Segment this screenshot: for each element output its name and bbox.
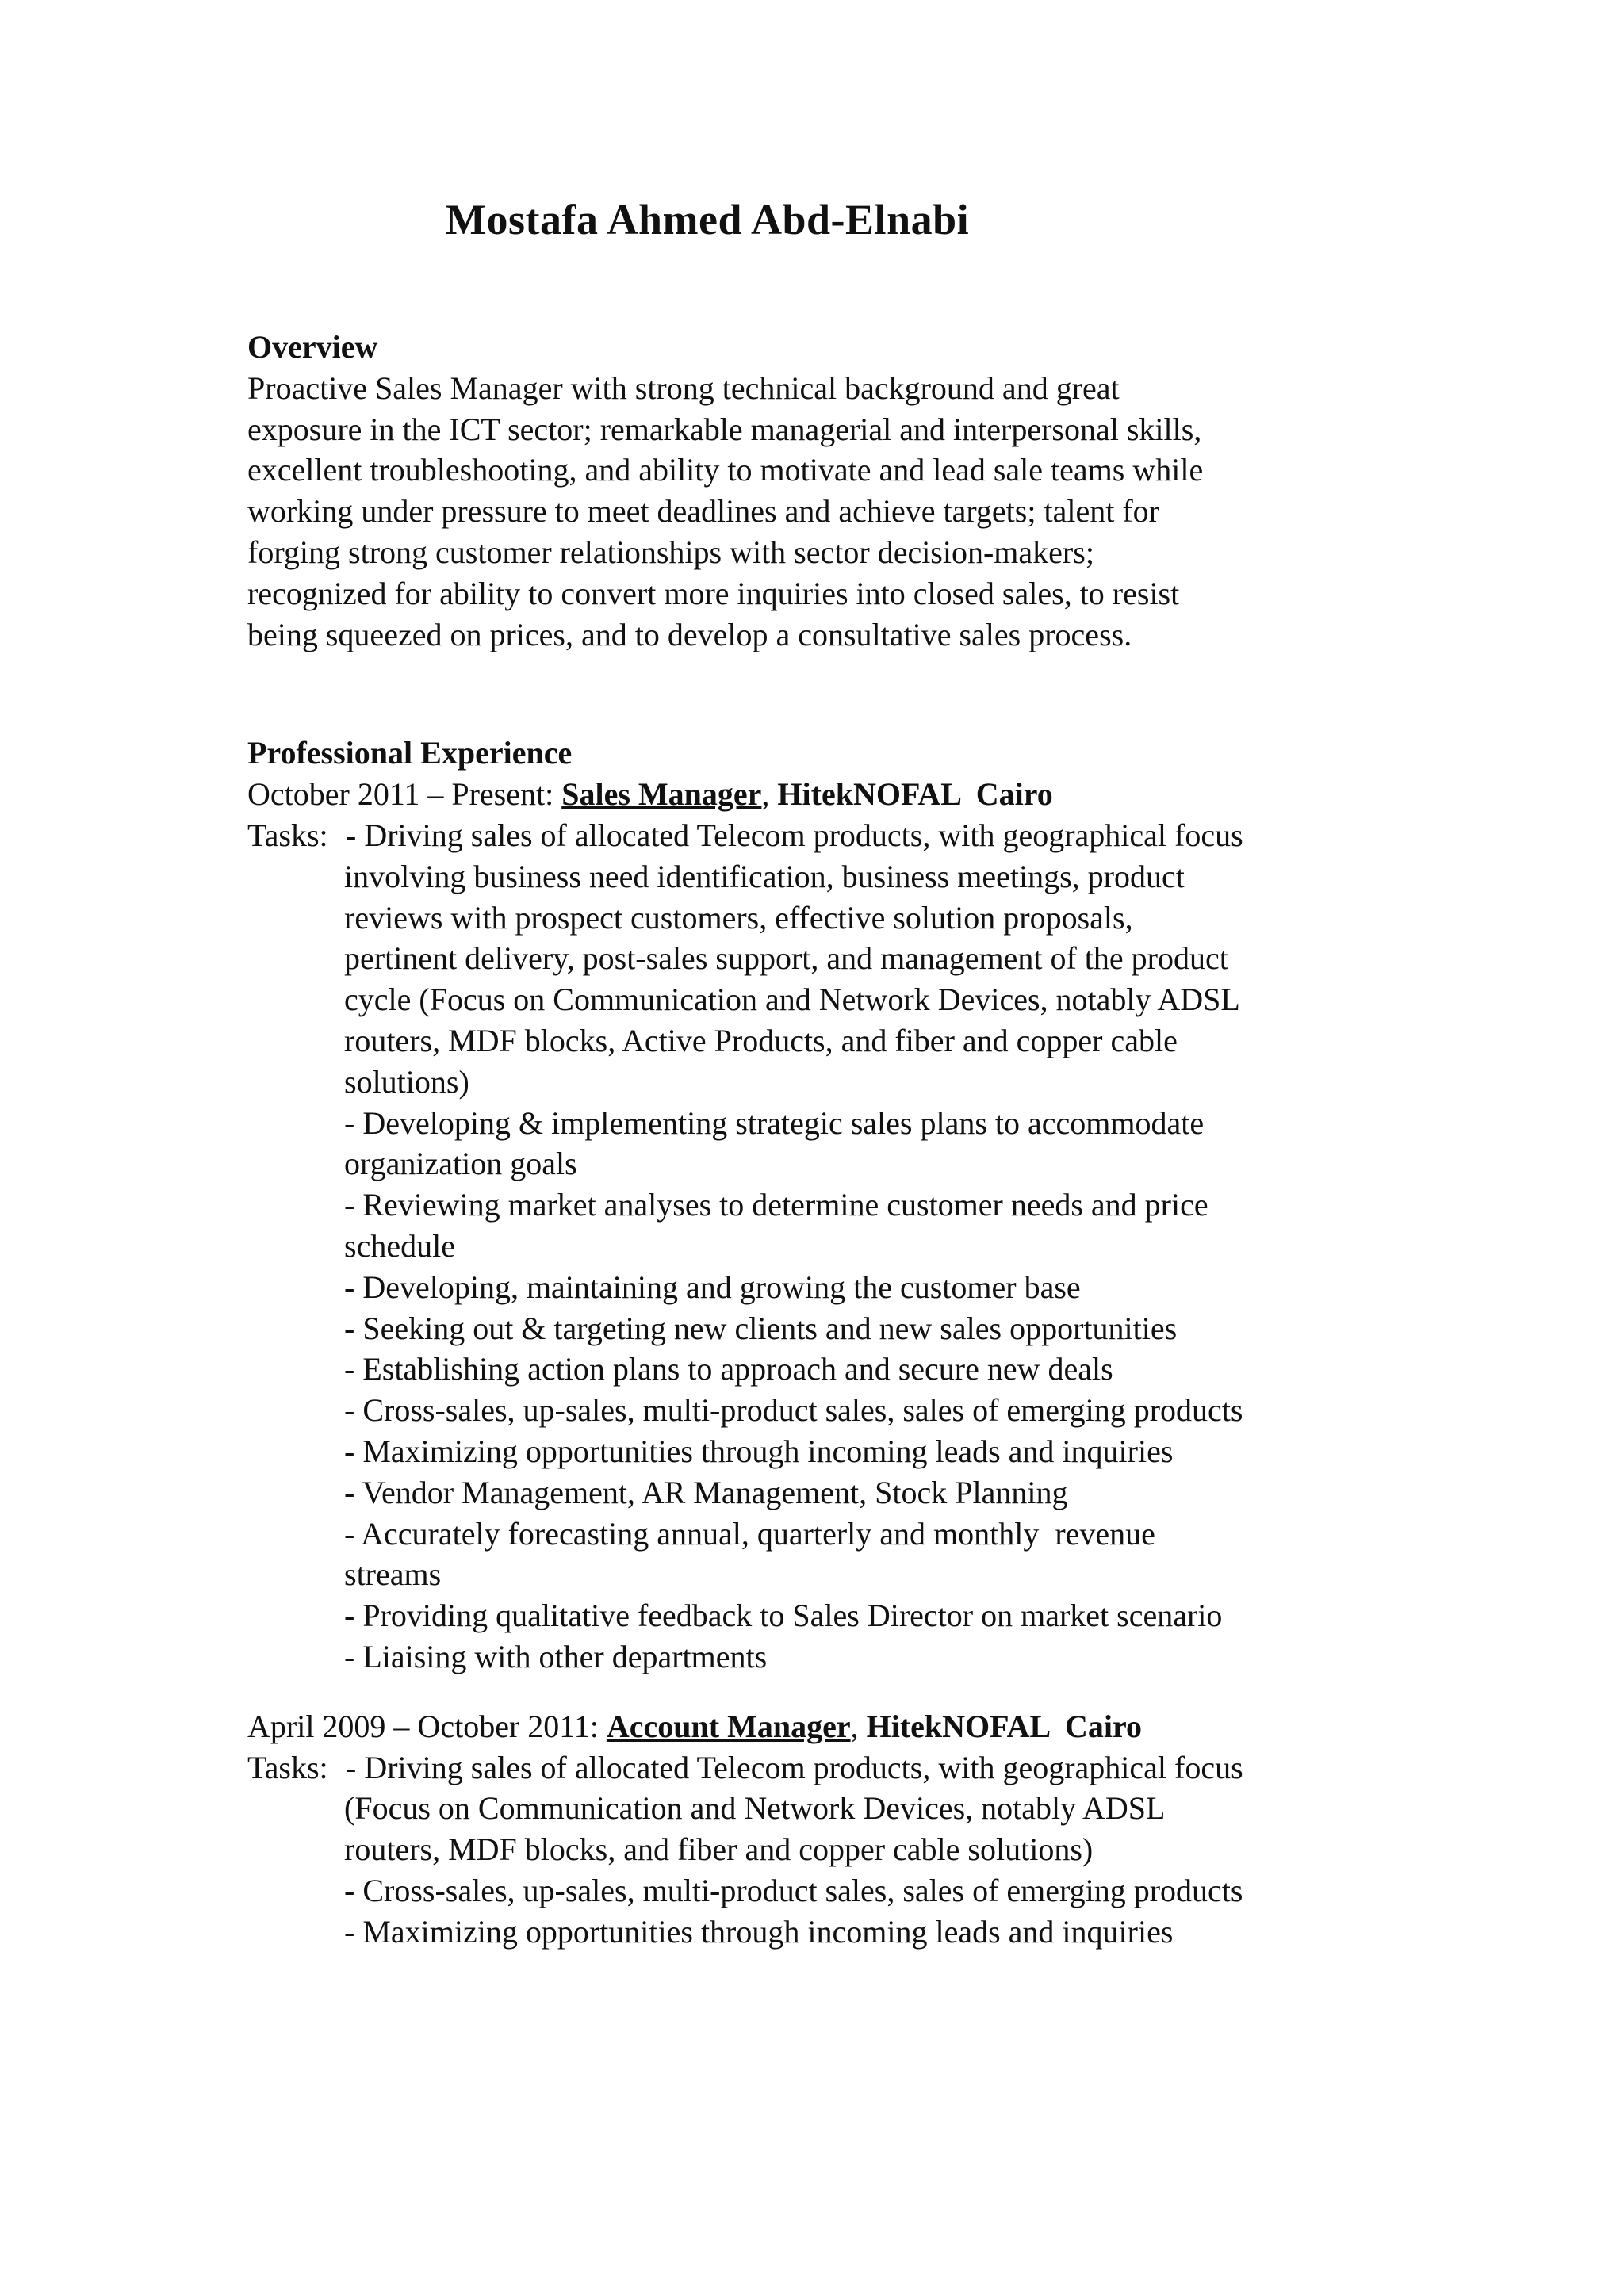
task-line: streams (344, 1556, 442, 1593)
job-company: HitekNOFAL Cairo (866, 1708, 1143, 1744)
task-item (346, 1472, 1437, 1513)
task-line: - Liaising with other departments (344, 1638, 768, 1674)
overview-line: working under pressure to meet deadlines and achieve targets; talent for (247, 493, 1159, 530)
task-line: - Reviewing market analyses to determine customer needs and price (344, 1187, 1208, 1223)
overview-line: recognized for ability to convert more inquiries into closed sales, to resist (247, 575, 1180, 611)
candidate-name: Mostafa Ahmed Abd-Elnabi (446, 196, 970, 243)
job-entry (247, 774, 1437, 1678)
task-line: - Driving sales of allocated Telecom products, with geographical focus (346, 817, 1243, 853)
task-item (346, 1636, 1437, 1678)
task-line: (Focus on Communication and Network Devices, notably ADSL (344, 1790, 1166, 1827)
task-item (346, 1349, 1437, 1390)
task-line: - Cross-sales, up-sales, multi-product sales, sales of emerging products (344, 1872, 1243, 1908)
task-line: - Developing & implementing strategic sales plans to accommodate (344, 1104, 1205, 1141)
tasks-label: Tasks: (247, 817, 328, 853)
task-item (346, 1103, 1437, 1185)
experience-section (247, 733, 1437, 1952)
task-line: reviews with prospect customers, effective solution proposals, (344, 899, 1133, 936)
task-line: - Developing, maintaining and growing the customer base (344, 1269, 1081, 1305)
job-separator: , (850, 1708, 867, 1744)
task-line: schedule (344, 1227, 455, 1264)
task-line: - Driving sales of allocated Telecom products, with geographical focus (346, 1749, 1243, 1785)
task-item (346, 1513, 1437, 1596)
tasks-list (346, 1747, 1437, 1953)
experience-heading: Professional Experience (247, 735, 573, 771)
overview-line: forging strong customer relationships with sector decision-makers; (247, 534, 1094, 570)
task-line: - Maximizing opportunities through incoming leads and inquiries (344, 1913, 1174, 1950)
job-company: HitekNOFAL Cairo (777, 776, 1053, 813)
job-tasks (247, 1747, 1437, 1953)
overview-line: Proactive Sales Manager with strong technical background and great (247, 369, 1120, 406)
task-line: - Establishing action plans to approach and secure new deals (344, 1351, 1113, 1387)
overview-line: excellent troubleshooting, and ability to motivate and lead sale teams while (247, 452, 1204, 488)
job-entry (247, 1706, 1437, 1953)
job-header (247, 774, 1437, 815)
task-line: solutions) (344, 1063, 469, 1100)
task-item (346, 1390, 1437, 1431)
task-item (346, 1267, 1437, 1308)
task-line: - Seeking out & targeting new clients and new sales opportunities (344, 1310, 1178, 1346)
overview-line: exposure in the ICT sector; remarkable managerial and interpersonal skills, (247, 411, 1202, 447)
task-item (346, 1747, 1437, 1870)
job-title: Account Manager (606, 1708, 851, 1744)
task-line: organization goals (344, 1146, 577, 1182)
task-item (346, 1431, 1437, 1472)
overview-line: being squeezed on prices, and to develop a consultative sales process. (247, 616, 1132, 652)
task-line: involving business need identification, business meetings, product (344, 858, 1185, 894)
job-period: October 2011 – Present: (247, 776, 562, 813)
jobs-list (247, 774, 1437, 1952)
task-item (346, 1308, 1437, 1349)
task-line: - Maximizing opportunities through incoming leads and inquiries (344, 1433, 1174, 1469)
job-header (247, 1706, 1437, 1747)
task-line: routers, MDF blocks, Active Products, and fiber and copper cable (344, 1022, 1178, 1058)
job-title: Sales Manager (561, 776, 762, 813)
task-line: routers, MDF blocks, and fiber and copper cable solutions) (344, 1831, 1094, 1868)
task-line: - Accurately forecasting annual, quarterly and monthly revenue (344, 1515, 1155, 1552)
tasks-list (346, 815, 1437, 1678)
task-line: - Cross-sales, up-sales, multi-product sales, sales of emerging products (344, 1392, 1243, 1429)
job-separator: , (761, 776, 778, 813)
job-period: April 2009 – October 2011: (247, 1708, 607, 1744)
overview-text (247, 368, 1437, 656)
task-item (346, 1595, 1437, 1636)
overview-heading: Overview (247, 329, 378, 365)
job-tasks (247, 815, 1437, 1678)
task-item (346, 815, 1437, 1103)
task-item (346, 1184, 1437, 1267)
task-line: pertinent delivery, post-sales support, and management of the product (344, 940, 1228, 977)
task-line: - Vendor Management, AR Management, Stock Planning (344, 1474, 1068, 1510)
task-item (346, 1870, 1437, 1911)
task-line: cycle (Focus on Communication and Network Devices, notably ADSL (344, 982, 1240, 1018)
tasks-label: Tasks: (247, 1749, 328, 1785)
task-line: - Providing qualitative feedback to Sales Director on market scenario (344, 1598, 1223, 1634)
task-item (346, 1911, 1437, 1953)
resume-content (247, 327, 1437, 1952)
overview-section (247, 327, 1437, 655)
